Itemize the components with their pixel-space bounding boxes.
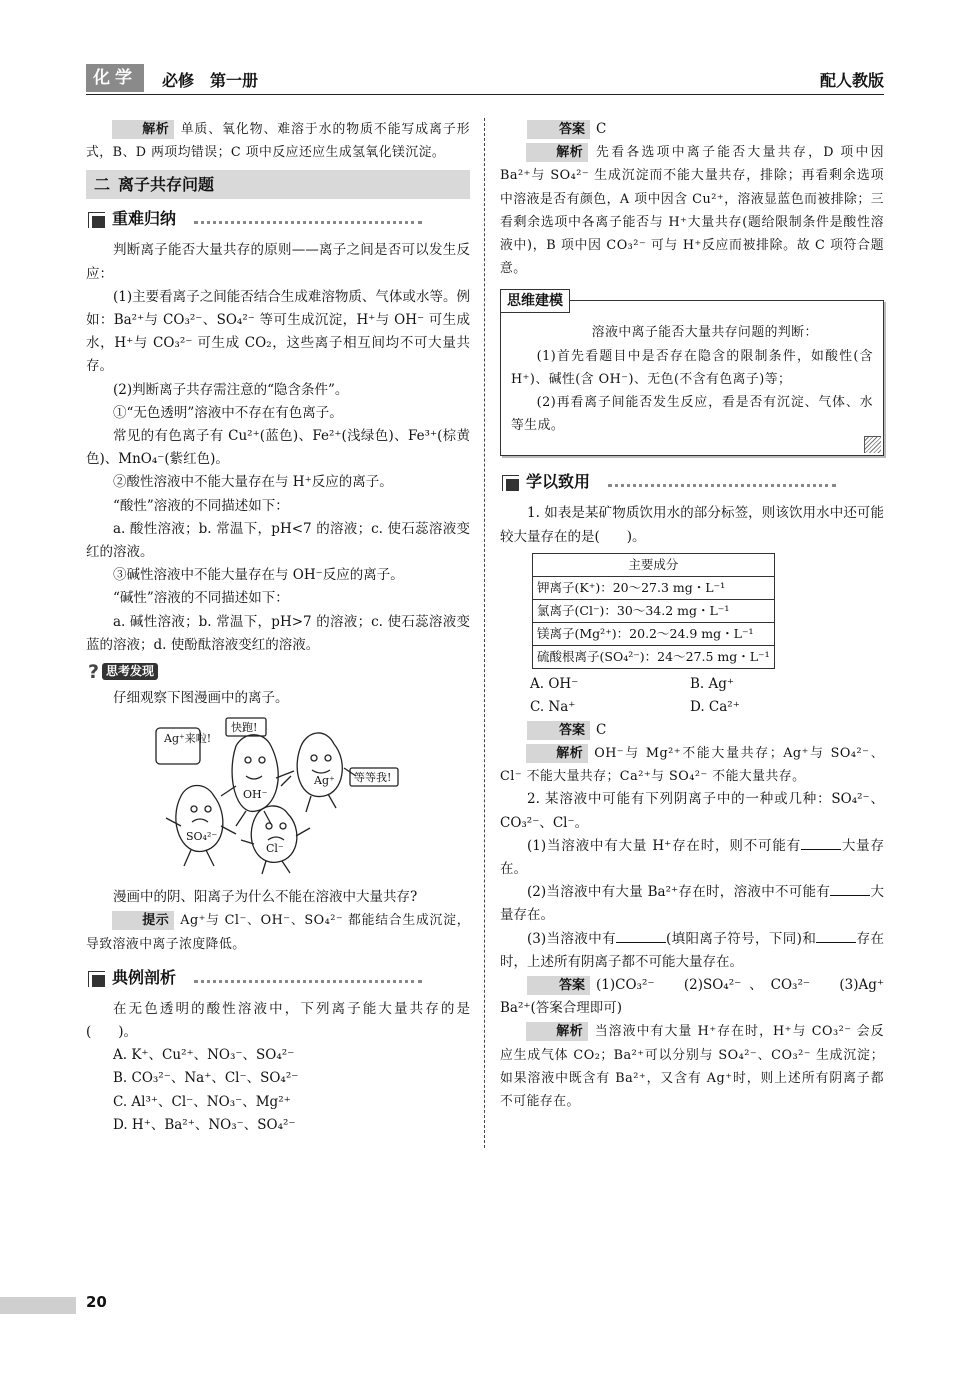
page-header: [86, 62, 884, 95]
model-line-2: (1)首先看题目中是否存在隐含的限制条件，如酸性(含 H⁺)、碱性(含 OH⁻)、无色(不含有色离子)等；: [511, 348, 873, 387]
answer-blank[interactable]: [616, 942, 666, 943]
thinking-model-box: [500, 293, 884, 456]
cartoon-question: 漫画中的阴、阳离子为什么不能在溶液中大量共存?: [113, 889, 418, 906]
subheading-label: 典例剖析: [112, 967, 177, 987]
option-a: A. OH⁻: [530, 675, 579, 692]
condition-3-detail: a. 碱性溶液；b. 常温下，pH>7 的溶液；c. 使石蕊溶液变蓝的溶液；d. 使酚酞溶液变红的溶液。: [86, 613, 470, 653]
explanation-tag: 解析: [526, 744, 589, 763]
practice-1-options: [500, 673, 884, 719]
condition-2: ②酸性溶液中不能大量存在与 H⁺反应的离子。: [113, 474, 393, 491]
think-text: 仔细观察下图漫画中的离子。: [113, 690, 289, 707]
book-title: 必修 第一册: [162, 71, 259, 90]
section-title: 离子共存问题: [118, 175, 215, 195]
point-1: (1)主要看离子之间能否结合生成难溶物质、气体或水等。例如：Ba²⁺与 CO₃²⁻、SO₄²⁻ 等可生成沉淀，H⁺与 OH⁻ 可生成水，H⁺与 CO₃²⁻ 可生成 CO₂，这些离子相互间均不可大量共存。: [86, 288, 470, 375]
column-divider: [484, 118, 485, 1148]
answer-1: 答案 C: [500, 118, 884, 141]
explanation-2: 解析 OH⁻与 Mg²⁺不能大量共存；Ag⁺与 SO₄²⁻、Cl⁻ 不能大量共存；Ca²⁺与 SO₄²⁻ 不能大量共存。: [500, 746, 884, 785]
hint-tag: 提示: [112, 911, 175, 930]
option-c: C. Na⁺: [530, 698, 576, 715]
condition-3-intro: “碱性”溶液的不同描述如下：: [113, 590, 289, 607]
condition-2-detail: a. 酸性溶液；b. 常温下，pH<7 的溶液；c. 使石蕊溶液变红的溶液。: [86, 520, 470, 561]
run-bubble-text: 快跑!: [231, 721, 258, 735]
ag-label: Ag⁺: [314, 774, 335, 788]
condition-1-detail: 常见的有色离子有 Cu²⁺(蓝色)、Fe²⁺(浅绿色)、Fe³⁺(棕黄色)、MnO₄⁻(紫红色)。: [86, 428, 470, 468]
subheading-label: 学以致用: [526, 472, 591, 492]
answer-blank[interactable]: [801, 849, 841, 850]
subheading-practice: [500, 470, 884, 496]
explanation-1: 解析 先看各选项中离子能否大量共存，D 项中因 Ba²⁺与 SO₄²⁻ 生成沉淀而不能大量共存，排除；再看剩余选项中溶液是否有颜色，A 项中因含 Cu²⁺，溶液显蓝色而被排除；三看剩余选项中各离子能否与 H⁺大量共存(题给限制条件是酸性溶液中)，B 项中因 CO₃²⁻ 可与 H⁺反应而被排除。故 C 项符合题意。: [500, 145, 884, 277]
explanation-tag: 解析: [526, 143, 589, 162]
ion-cartoon: [86, 716, 470, 876]
edition-label: 配人教版: [819, 71, 884, 90]
practice-2-part-2: (2)当溶液中有大量 Ba²⁺存在时，溶液中不可能有 大量存在。: [500, 884, 885, 924]
subheading-examples: [86, 966, 470, 992]
footer-bar: [0, 1297, 76, 1314]
oh-label: OH⁻: [243, 788, 268, 802]
condition-2-intro: “酸性”溶液的不同描述如下：: [113, 497, 289, 514]
subject-badge: 化学: [86, 64, 144, 92]
example-option-d: D. H⁺、Ba²⁺、NO₃⁻、SO₄²⁻: [113, 1116, 296, 1133]
condition-3: ③碱性溶液中不能大量存在与 OH⁻反应的离子。: [113, 567, 404, 584]
question-mark-icon: ?: [88, 661, 100, 684]
rule-text: 判断离子能否大量共存的原则——离子之间是否可以发生反应：: [86, 242, 470, 282]
hint-paragraph: 提示 Ag⁺与 Cl⁻、OH⁻、SO₄²⁻ 都能结合生成沉淀，导致溶液中离子浓度降低。: [86, 913, 470, 952]
point-2: (2)判断离子共存需注意的“隐含条件”。: [113, 381, 349, 398]
table-header: 主要成分: [533, 553, 775, 576]
table-row: 氯离子(Cl⁻)：30～34.2 mg・L⁻¹: [533, 599, 775, 622]
table-row: 硫酸根离子(SO₄²⁻)：24～27.5 mg・L⁻¹: [533, 645, 775, 668]
option-b: B. Ag⁺: [690, 675, 735, 692]
example-option-c: C. Al³⁺、Cl⁻、NO₃⁻、Mg²⁺: [113, 1093, 291, 1110]
practice-question-2: 2. 某溶液中可能有下列阴离子中的一种或几种：SO₄²⁻、CO₃²⁻、Cl⁻。: [500, 791, 884, 831]
so4-label: SO₄²⁻: [186, 830, 218, 844]
cl-label: Cl⁻: [266, 842, 284, 856]
answer-tag: 答案: [527, 120, 590, 139]
practice-2-part-3: (3)当溶液中有 (填阳离子符号，下同)和 存在时，上述所有阴离子都不可能大量存在。: [500, 930, 885, 970]
wait-bubble-text: 等等我!: [354, 771, 392, 785]
answer-2: 答案 C: [500, 719, 884, 742]
ingredient-table: [532, 553, 775, 669]
table-row: 钾离子(K⁺)：20～27.3 mg・L⁻¹: [533, 576, 775, 599]
model-line-3: (2)再看离子间能否发生反应，看是否有沉淀、气体、水等生成。: [511, 395, 873, 434]
page-number: 20: [86, 1293, 107, 1311]
think-discover-heading: [86, 661, 470, 683]
right-column: [500, 118, 898, 1113]
option-d: D. Ca²⁺: [690, 698, 740, 715]
thinking-model-title: 思维建模: [500, 289, 570, 313]
section-heading: [86, 170, 470, 199]
model-line-1: 溶液中离子能否大量共存问题的判断：: [591, 325, 818, 341]
subheading-label: 重难归纳: [112, 209, 177, 229]
ag-bubble-text: Ag⁺来啦!: [164, 732, 212, 746]
example-question: 在无色透明的酸性溶液中，下列离子能大量共存的是( )。: [86, 1000, 470, 1041]
condition-1: ①“无色透明”溶液中不存在有色离子。: [113, 404, 343, 421]
answer-tag: 答案: [527, 976, 590, 995]
explanation-3: 解析 当溶液中有大量 H⁺存在时，H⁺与 CO₃²⁻ 会反应生成气体 CO₂；Ba²⁺可以分别与 SO₄²⁻、CO₃²⁻ 生成沉淀；如果溶液中既含有 Ba²⁺，又含有 Ag⁺时，则上述所有阴离子都不可能存在。: [500, 1024, 884, 1110]
example-option-a: A. K⁺、Cu²⁺、NO₃⁻、SO₄²⁻: [113, 1047, 295, 1064]
practice-2-part-1: (1)当溶液中有大量 H⁺存在时，则不可能有 大量存在。: [500, 837, 885, 878]
answer-3: 答案 (1)CO₃²⁻ (2)SO₄²⁻、CO₃²⁻ (3)Ag⁺ Ba²⁺(答案合理即可): [500, 977, 898, 1017]
analysis-tag: 解析: [112, 120, 175, 139]
table-row: 镁离子(Mg²⁺)：20.2～24.9 mg・L⁻¹: [533, 622, 775, 645]
subheading-key-points: [86, 207, 470, 233]
practice-question-1: 1. 如表是某矿物质饮用水的部分标签，则该饮用水中还可能较大量存在的是( )。: [500, 505, 884, 545]
explanation-tag: 解析: [526, 1022, 589, 1041]
cartoon-illustration: [86, 716, 470, 876]
answer-blank[interactable]: [830, 895, 870, 896]
ag-ion-character: [297, 733, 342, 797]
analysis-paragraph: 解析 单质、氧化物、难溶于水的物质不能写成离子形式，B、D 两项均错误；C 项中反应还应生成氢氧化镁沉淀。: [86, 122, 470, 161]
answer-tag: 答案: [527, 721, 590, 740]
section-number: 二: [94, 175, 111, 195]
left-column: [86, 118, 470, 1137]
think-label: 思考发现: [102, 663, 158, 680]
example-option-b: B. CO₃²⁻、Na⁺、Cl⁻、SO₄²⁻: [113, 1070, 299, 1087]
page-curl-corner: [864, 436, 881, 453]
answer-blank[interactable]: [816, 942, 856, 943]
